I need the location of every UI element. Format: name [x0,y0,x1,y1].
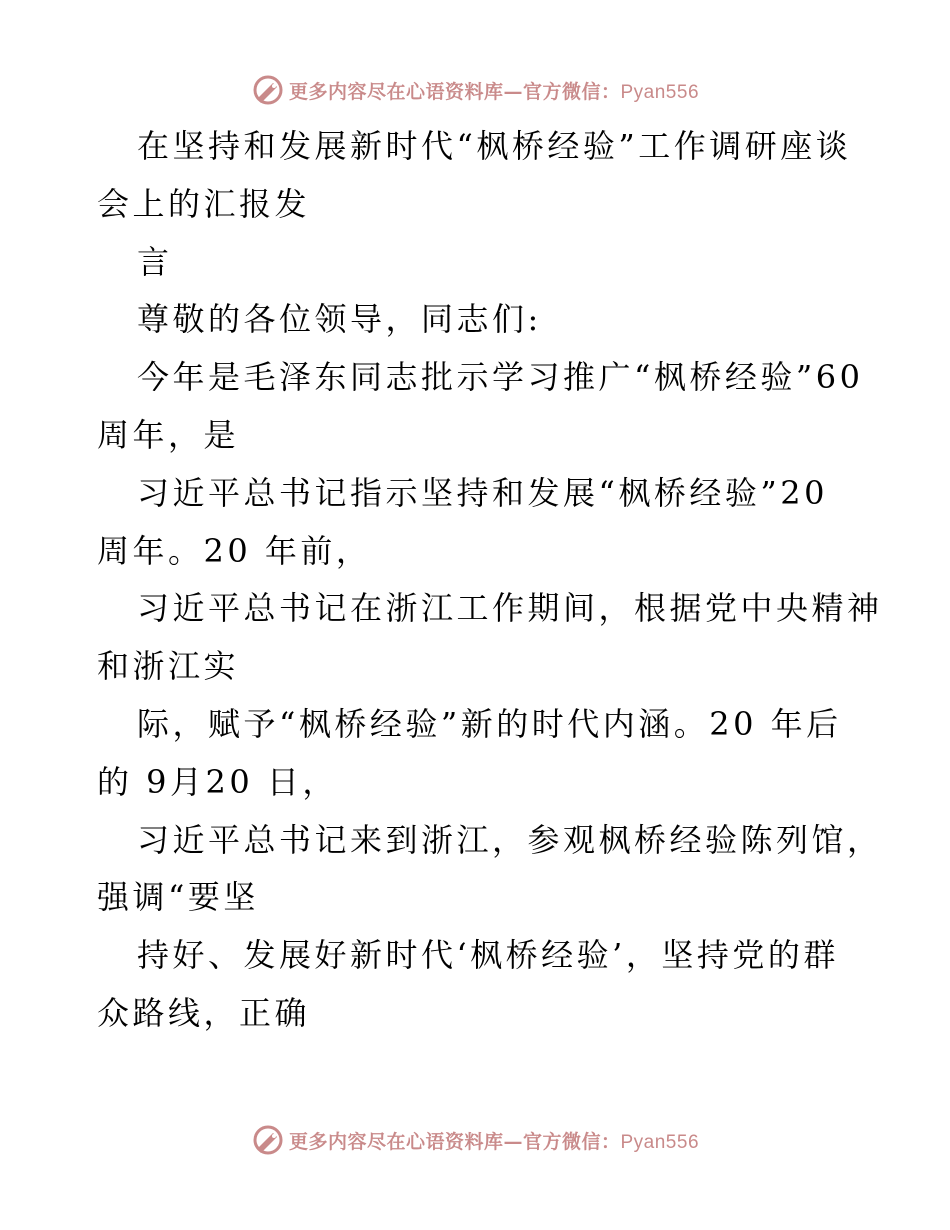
pen-nib-logo-icon [251,73,285,107]
page-footer-watermark [0,1118,950,1162]
body-line: 周年。20 年前， [97,531,372,570]
body-line: 习近平总书记指示坚持和发展“枫桥经验”20 [137,473,828,512]
watermark-caption: 更多内容尽在心语资料库—官方微信： [288,1130,621,1153]
body-line: 际，赋予“枫桥经验”新的时代内涵。20 年后 [137,704,842,743]
watermark-text [289,77,699,104]
watermark-text [289,1127,699,1154]
page-header-watermark [0,68,950,112]
body-line: 尊敬的各位领导，同志们: [137,300,542,339]
body-line: 众路线，正确 [97,993,311,1032]
body-line: 强调“要坚 [97,878,259,917]
body-line: 持好、发展好新时代‘枫桥经验’，坚持党的群 [137,936,839,975]
body-line: 习近平总书记来到浙江，参观枫桥经验陈列馆， [137,820,883,859]
body-line: 和浙江实 [97,647,240,686]
document-body [97,118,883,1043]
body-line: 周年，是 [97,415,240,454]
body-line: 言 [137,242,173,281]
watermark-wechat-id: Pyan556 [620,81,700,103]
watermark-caption: 更多内容尽在心语资料库—官方微信： [288,80,621,103]
body-line: 习近平总书记在浙江工作期间，根据党中央精神 [137,589,883,628]
body-line: 今年是毛泽东同志批示学习推广“枫桥经验”60 [137,358,864,397]
body-line: 会上的汇报发 [97,184,311,223]
body-line: 在坚持和发展新时代“枫桥经验”工作调研座谈 [137,127,852,165]
watermark-wechat-id: Pyan556 [620,1131,700,1153]
body-line: 的 9月20 日， [97,762,338,801]
pen-nib-logo-icon [251,1123,285,1157]
